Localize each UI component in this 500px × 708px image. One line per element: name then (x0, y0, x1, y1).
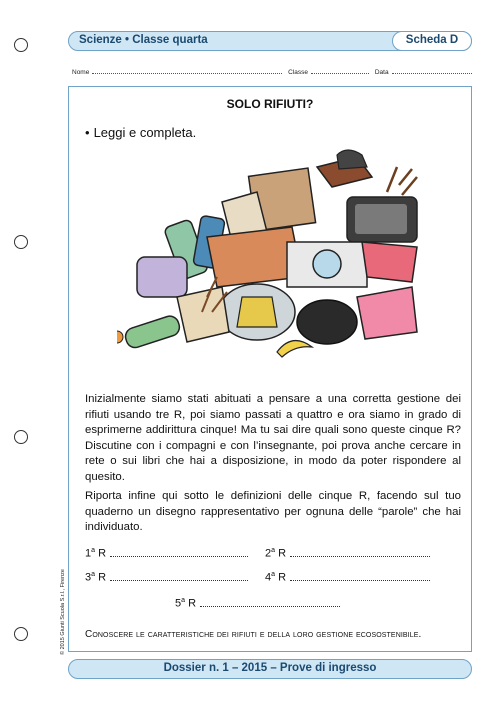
binder-hole (14, 430, 28, 444)
r-answer-3[interactable]: 3$^a$ R (85, 571, 248, 584)
date-label: Data (374, 69, 389, 76)
sheet-badge: Scheda D (392, 31, 472, 51)
r-answer-1[interactable]: 1$^a$ R (85, 547, 248, 560)
binder-hole (14, 627, 28, 641)
student-info-row (72, 67, 476, 76)
worksheet-frame (68, 86, 472, 652)
date-field[interactable] (392, 67, 472, 74)
class-label: Classe (288, 69, 309, 76)
subject-label: Scienze • Classe quarta (79, 34, 208, 46)
instruction-text: Leggi e completa. (93, 125, 197, 140)
paragraph-task: Riporta infine qui sotto le definizioni delle cinque R, facendo sul tuo quaderno un disegno rappresentativo per ognuna delle “parole” che hai individuato. (85, 490, 461, 534)
copyright-notice: © 2015 Giunti Scuola S.r.l., Firenze (60, 569, 66, 655)
class-field[interactable] (311, 67, 369, 74)
paragraph-intro: Inizialmente siamo stati abituati a pensare a una corretta gestione dei rifiuti usando tre R, poi siamo passati a quattro e ora siamo in grado di esprimerne addirittura cinque! Ma tu sai dire quali sono queste cinque R? Discutine con i compagni e con l’insegnante, poi prova anche cercare in rete o sui libri che hai a disposizione, in modo da poter rispondere al quesito. (85, 393, 461, 483)
name-label: Nome (72, 69, 90, 76)
bullet: • (85, 125, 90, 140)
r-answer-2[interactable]: 2$^a$ R (265, 547, 430, 560)
binder-hole (14, 235, 28, 249)
header-band (68, 31, 472, 51)
name-field[interactable] (92, 67, 282, 74)
r-answer-5[interactable]: 5$^a$ R (175, 597, 340, 610)
r-answer-4[interactable]: 4$^a$ R (265, 571, 430, 584)
waste-pile-illustration (117, 147, 427, 367)
binder-hole (14, 38, 28, 52)
footer-band: Dossier n. 1 – 2015 – Prove di ingresso (68, 659, 472, 679)
learning-goal: Conoscere le caratteristiche dei rifiuti e della loro gestione ecosostenibile. (85, 629, 422, 640)
page-title: SOLO RIFIUTI? (226, 97, 314, 111)
instruction (85, 125, 196, 140)
